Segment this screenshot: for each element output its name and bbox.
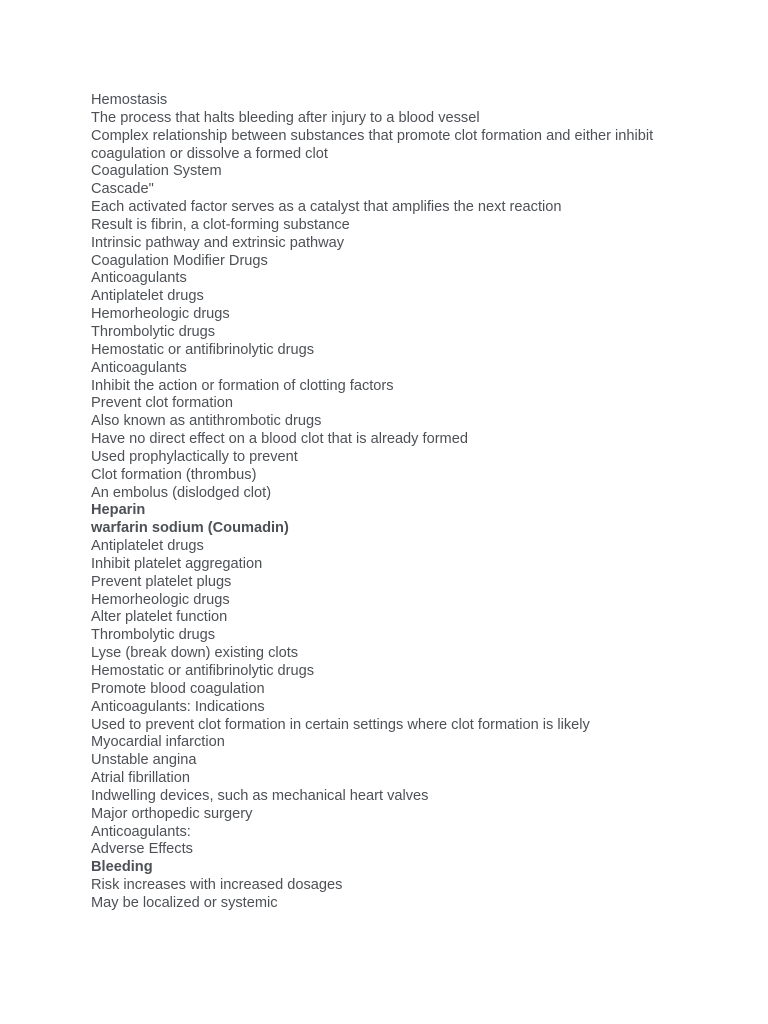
text-line: Complex relationship between substances that promote clot formation and either inhibit coagulation or dissolve a formed clot [91,127,654,162]
text-line: Anticoagulants: [91,823,191,840]
text-line: Coagulation Modifier Drugs [91,252,268,269]
text-line: Inhibit platelet aggregation [91,555,263,572]
text-line: The process that halts bleeding after injury to a blood vessel [91,109,480,126]
text-line: Indwelling devices, such as mechanical heart valves [91,787,429,804]
text-line: Have no direct effect on a blood clot that is already formed [91,431,468,448]
text-line: Myocardial infarction [91,734,225,751]
text-line: Adverse Effects [91,841,193,858]
text-line: Lyse (break down) existing clots [91,645,299,662]
text-line: Intrinsic pathway and extrinsic pathway [91,234,345,251]
document-body [91,92,691,913]
text-line: Anticoagulants [91,270,187,287]
text-line: Cascade" [91,181,154,198]
bold-text-line: Bleeding [91,859,153,876]
text-line: Hemostasis [91,92,168,108]
text-line: Each activated factor serves as a catalyst that amplifies the next reaction [91,199,562,216]
text-line: Prevent clot formation [91,395,233,412]
text-line: Hemostatic or antifibrinolytic drugs [91,341,315,358]
text-line: Alter platelet function [91,609,228,626]
text-line: Anticoagulants: Indications [91,698,265,715]
text-line: An embolus (dislodged clot) [91,484,272,501]
text-line: Inhibit the action or formation of clotting factors [91,377,394,394]
text-line: Hemorheologic drugs [91,591,230,608]
bold-text-line: Heparin [91,502,146,519]
text-line: Major orthopedic surgery [91,805,253,822]
text-line: Thrombolytic drugs [91,323,216,340]
text-line: Risk increases with increased dosages [91,877,343,894]
text-line: Clot formation (thrombus) [91,466,257,483]
text-line: Antiplatelet drugs [91,538,204,555]
text-line: Coagulation System [91,163,222,180]
text-line: Unstable angina [91,752,197,769]
text-line: Promote blood coagulation [91,680,265,697]
text-line: Also known as antithrombotic drugs [91,413,322,430]
bold-text-line: warfarin sodium (Coumadin) [91,520,289,537]
text-line: Result is fibrin, a clot-forming substance [91,216,350,233]
text-line: Used prophylactically to prevent [91,448,298,465]
text-line: Used to prevent clot formation in certain settings where clot formation is likely [91,716,590,733]
text-line: Hemostatic or antifibrinolytic drugs [91,663,315,679]
text-line: Anticoagulants [91,359,187,376]
text-line: Thrombolytic drugs [91,627,216,644]
text-line: Atrial fibrillation [91,770,190,787]
text-line: Antiplatelet drugs [91,288,204,305]
text-line: May be localized or systemic [91,894,278,911]
text-line: Hemorheologic drugs [91,306,230,323]
text-line: Prevent platelet plugs [91,573,232,590]
